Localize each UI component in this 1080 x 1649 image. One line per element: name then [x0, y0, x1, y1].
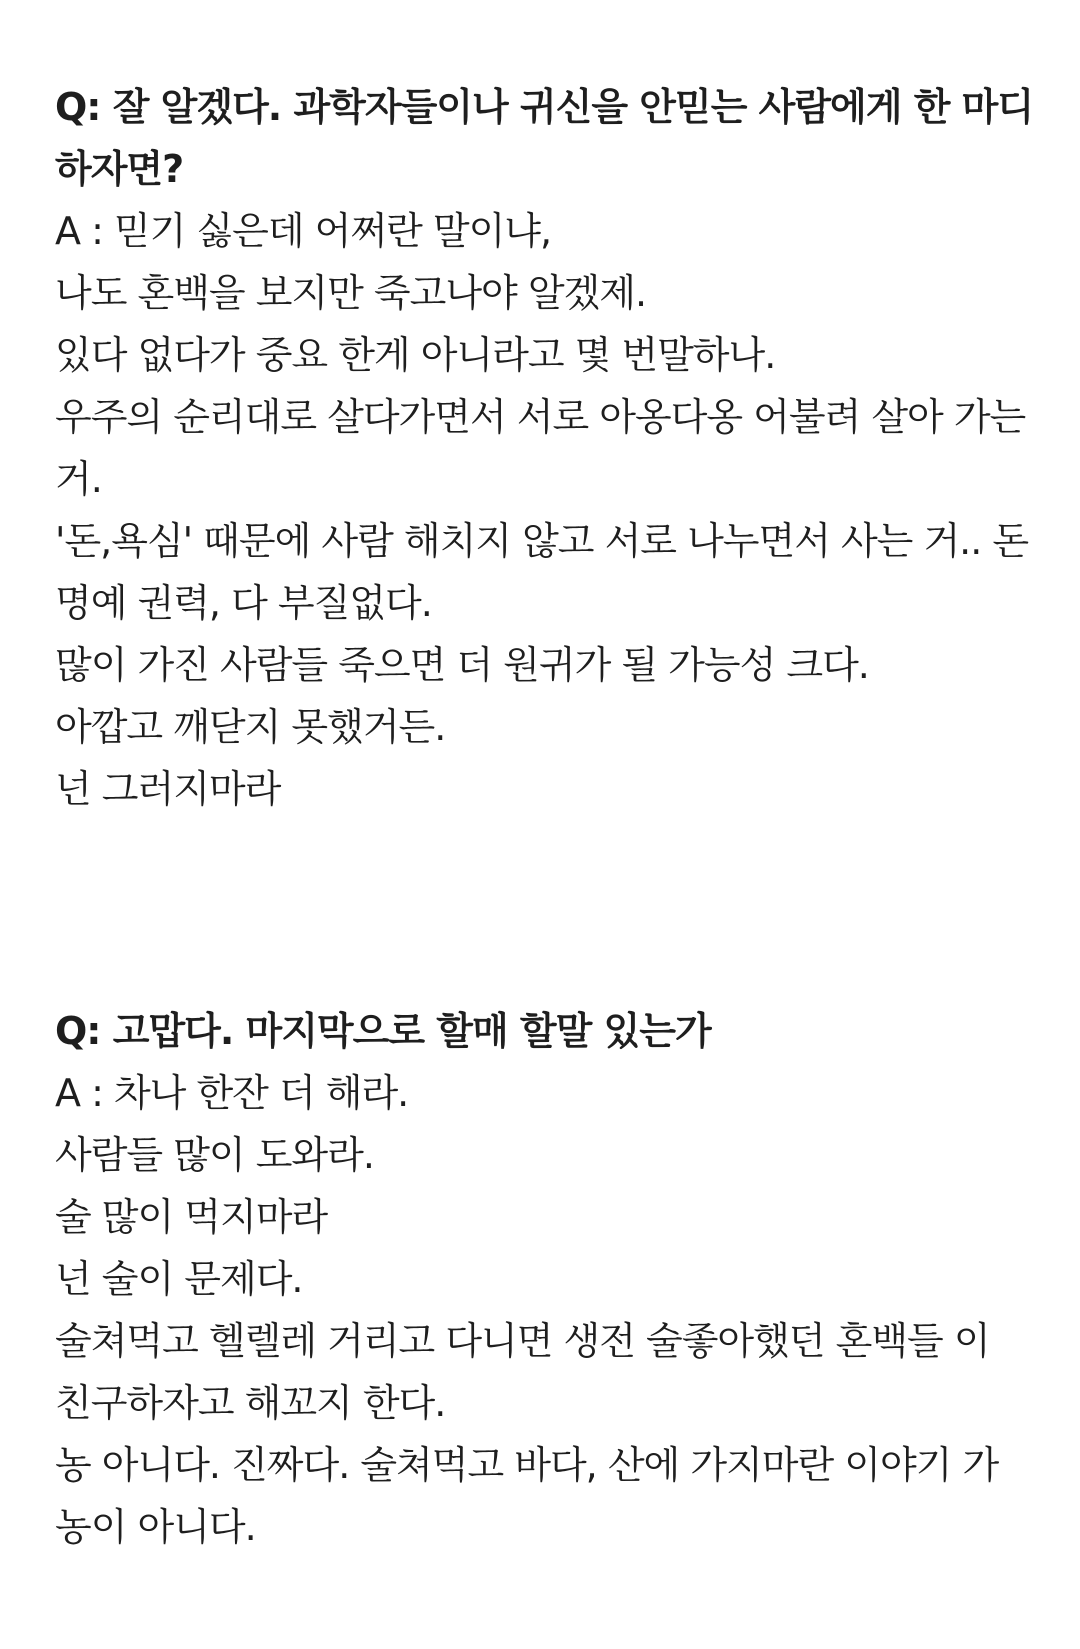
- qa-block-2: [55, 1000, 1035, 1558]
- answer-2-line-3: 술 많이 먹지마라: [55, 1195, 328, 1239]
- article-body: [55, 76, 1046, 1558]
- question-2: Q: 고맙다. 마지막으로 할매 할말 있는가: [55, 1009, 711, 1053]
- answer-2-line-2: 사람들 많이 도와라.: [55, 1133, 374, 1177]
- answer-1-line-4: 우주의 순리대로 살다가면서 서로 아옹다옹 어불려 살아 가는거.: [55, 395, 1026, 501]
- answer-1-line-5: '돈,욕심' 때문에 사람 해치지 않고 서로 나누면서 사는 거.. 돈 명예 권력, 다 부질없다.: [55, 519, 1040, 625]
- answer-2-line-5: 술쳐먹고 헬렐레 거리고 다니면 생전 술좋아했던 혼백들 이 친구하자고 해꼬지 한다.: [55, 1319, 1001, 1425]
- question-1: Q: 잘 알겠다. 과학자들이나 귀신을 안믿는 사람에게 한 마디 하자면?: [55, 85, 1046, 191]
- answer-1-line-1: A : 믿기 싫은데 어쩌란 말이냐,: [55, 209, 552, 253]
- answer-1-line-8: 넌 그러지마라: [55, 767, 281, 811]
- answer-2-line-6: 농 아니다. 진짜다. 술쳐먹고 바다, 산에 가지마란 이야기 가 농이 아니다.: [55, 1443, 1010, 1549]
- answer-1-line-3: 있다 없다가 중요 한게 아니라고 몇 번말하나.: [55, 333, 776, 377]
- answer-2-line-1: A : 차나 한잔 더 해라.: [55, 1071, 409, 1115]
- answer-1-line-7: 아깝고 깨닫지 못했거든.: [55, 705, 446, 749]
- qa-block-1: [55, 76, 1046, 820]
- answer-1-line-6: 많이 가진 사람들 죽으면 더 원귀가 될 가능성 크다.: [55, 643, 869, 687]
- answer-2-line-4: 넌 술이 문제다.: [55, 1257, 303, 1301]
- answer-1-line-2: 나도 혼백을 보지만 죽고나야 알겠제.: [55, 271, 647, 315]
- block-spacer: [55, 820, 1035, 1000]
